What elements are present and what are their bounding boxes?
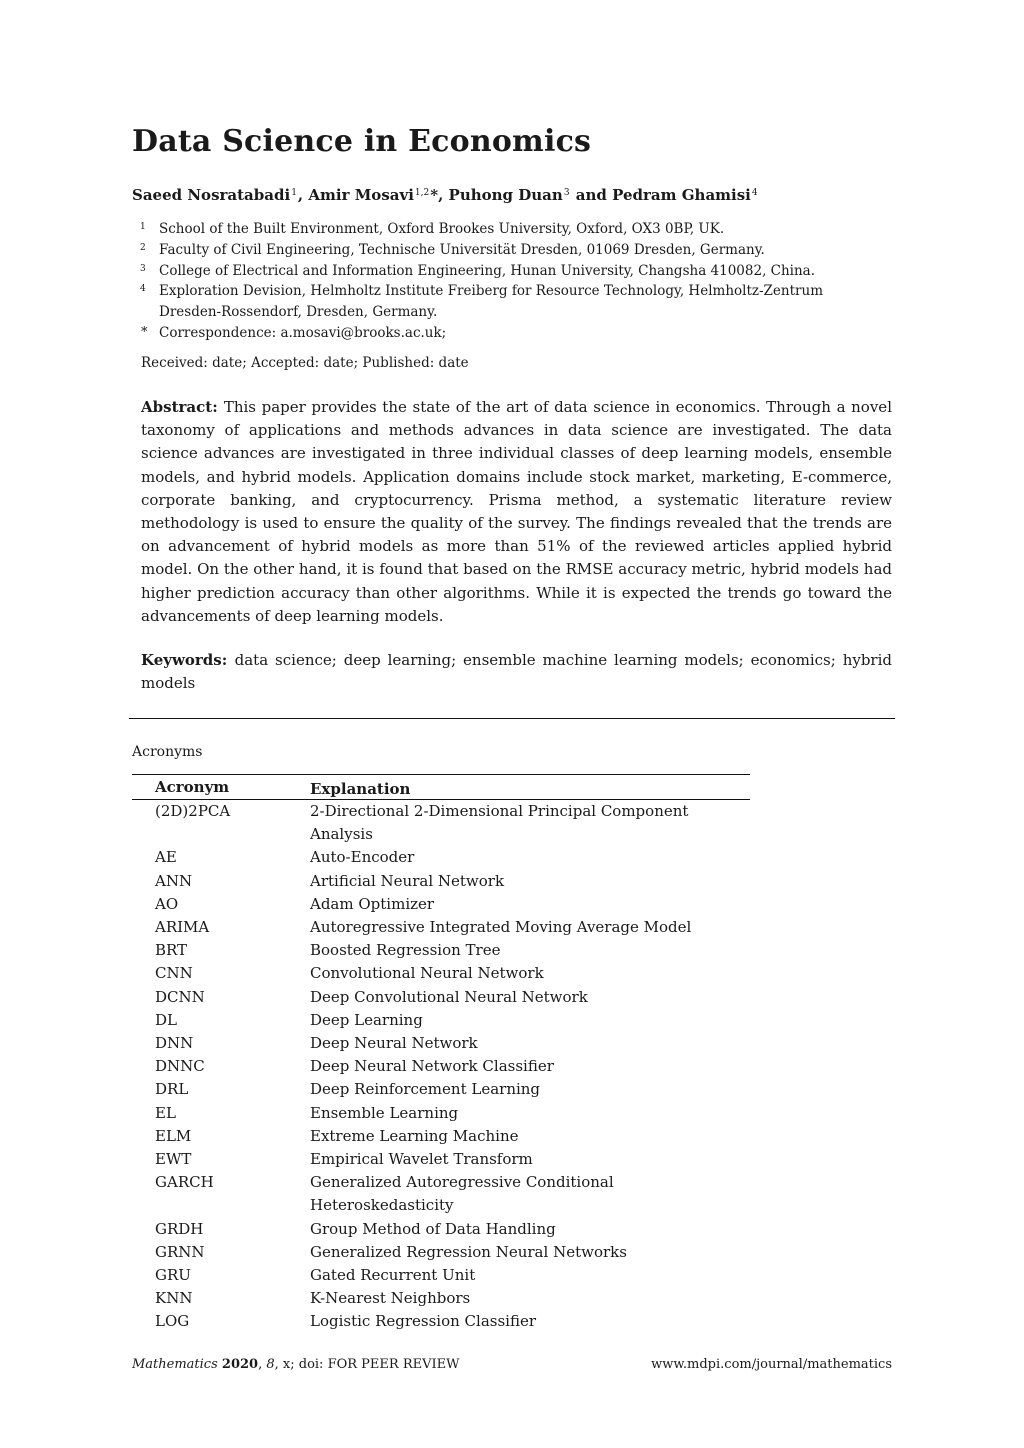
affiliation-mark: 2 [140,242,146,253]
author-name: Amir Mosavi [308,186,414,204]
author-separator: , [438,186,449,204]
explanation-cell: 2-Directional 2-Dimensional Principal Component Analysis [310,802,689,844]
table-row [132,962,750,985]
affiliation-item [132,219,852,240]
keywords-label: Keywords [141,651,222,669]
acronym-cell: GRDH [155,1219,204,1238]
acronym-cell: AO [155,894,179,913]
table-row [132,986,750,1009]
explanation-cell: Boosted Regression Tree [310,941,501,960]
explanation-cell: Extreme Learning Machine [310,1126,519,1145]
table-row [132,1102,750,1125]
acronym-cell: DNN [155,1034,194,1053]
acronym-cell: CNN [155,964,193,983]
affiliation-item [132,261,852,282]
abstract-label: Abstract [141,398,213,416]
acronym-cell: AE [155,848,177,867]
author-affiliation-mark: 1 [291,188,297,198]
affiliation-text[interactable]: Correspondence: a.mosavi@brooks.ac.uk; [159,324,447,341]
acronym-cell: ELM [155,1126,192,1145]
keywords-text: data science; deep learning; ensemble machine learning models; economics; hybrid models [141,651,892,693]
explanation-cell: Gated Recurrent Unit [310,1266,476,1285]
table-row [132,1009,750,1032]
affiliation-text: School of the Built Environment, Oxford Brookes University, Oxford, OX3 0BP, UK. [159,221,725,237]
explanation-cell: Group Method of Data Handling [310,1219,556,1238]
abstract: Abstract: This paper provides the state of the art of data science in economics. Through a novel taxonomy of applications and methods advances in data science are investigated. The data science advances are investigated in three individual classes of deep learning models, ensemble models, and hybrid models. Application domains include stock market, marketing, E-commerce, corporate banking, and cryptocurrency. Prisma method, a systematic literature review methodology is used to ensure the quality of the survey. The findings revealed that the trends are on advancement of hybrid models as more than 51% of the reviewed articles applied hybrid model. On the other hand, it is found that based on the RMSE accuracy metric, hybrid models had higher prediction accuracy than other algorithms. While it is expected the trends go toward the advancements of deep learning models. [141,398,892,625]
acronym-cell: ARIMA [155,918,210,937]
table-row [132,1032,750,1055]
column-header-explanation: Explanation [310,775,750,800]
acronym-cell: LOG [155,1312,190,1331]
footer-year: 2020 [221,1357,259,1372]
abstract-text: This paper provides the state of the art of data science in economics. Through a novel taxonomy of applications and methods advances in data science are investigated. The data science advances are investigated in three individual classes of deep learning models, ensemble models, and hybrid models. Application domains include stock market, marketing, E-commerce, corporate banking, and cryptocurrency. Prisma method, a systematic literature review methodology is used to ensure the quality of the survey. The findings revealed that the trends are on advancement of hybrid models as more than 51% of the reviewed articles applied hybrid model. On the other hand, it is found that based on the RMSE accuracy metric, hybrid models had higher prediction accuracy than other algorithms. While it is expected the trends go toward the advancements of deep learning models. [141,398,892,625]
affiliation-item [132,240,852,261]
footer-doi: , x; doi: FOR PEER REVIEW [274,1357,460,1372]
author-name: Pedram Ghamisi [612,186,751,204]
explanation-cell: Deep Convolutional Neural Network [310,987,588,1006]
keywords: Keywords: data science; deep learning; ensemble machine learning models; economics; hybrid models [141,651,892,693]
acronym-cell: EWT [155,1150,192,1169]
acronym-cell: EL [155,1103,176,1122]
corresponding-author-mark: * [430,186,439,204]
acronym-cell: DL [155,1010,177,1029]
affiliation-mark: 4 [140,284,146,295]
affiliation-item [132,323,852,344]
affiliation-mark: 1 [140,222,146,232]
affiliation-text: Faculty of Civil Engineering, Technische Universität Dresden, 01069 Dresden, Germany. [159,241,765,258]
explanation-cell: Autoregressive Integrated Moving Average Model [310,918,692,937]
table-row [132,939,750,962]
affiliation-list [132,219,852,344]
table-row [132,870,750,893]
paper-title: Data Science in Economics [132,124,592,159]
acronym-cell: GARCH [155,1173,214,1192]
footer-citation: Mathematics 2020, 8, x; doi: FOR PEER REVIEW [132,1357,460,1372]
acronym-cell: BRT [155,941,188,960]
acronym-cell: DCNN [155,987,205,1006]
table-row [132,916,750,939]
acronyms-table-body [132,800,750,1334]
author-affiliation-mark: 1,2 [414,188,430,198]
table-row [132,1310,750,1333]
author-list [132,186,759,204]
explanation-cell: Generalized Regression Neural Networks [310,1242,627,1261]
acronym-cell: GRNN [155,1242,205,1261]
table-row [132,846,750,869]
affiliation-mark: * [141,324,148,340]
table-row [132,1125,750,1148]
author-separator: and [570,186,613,204]
table-header-row [132,775,750,800]
acronym-cell: GRU [155,1266,191,1285]
acronyms-caption: Acronyms [132,744,203,760]
affiliation-text: College of Electrical and Information Engineering, Hunan University, Changsha 410082, China. [159,262,816,279]
table-row [132,1218,750,1241]
explanation-cell: Logistic Regression Classifier [310,1312,537,1331]
acronym-cell: DRL [155,1080,189,1099]
table-row [132,1241,750,1264]
footer-journal: Mathematics [132,1357,218,1372]
explanation-cell: K-Nearest Neighbors [310,1289,471,1308]
footer-volume: 8 [266,1357,275,1372]
explanation-cell: Deep Learning [310,1010,423,1029]
explanation-cell: Adam Optimizer [310,894,435,913]
explanation-cell: Convolutional Neural Network [310,964,544,983]
author-affiliation-mark: 3 [563,188,570,198]
affiliation-mark: 3 [140,263,146,274]
explanation-cell: Deep Neural Network [310,1034,478,1053]
acronym-cell: ANN [155,871,193,890]
author-separator: , [297,186,309,204]
table-row [132,893,750,916]
acronym-cell: (2D)2PCA [155,802,231,820]
section-divider [129,718,895,719]
table-row [132,800,750,847]
publication-dates: Received: date; Accepted: date; Published: date [141,355,469,371]
explanation-cell: Deep Neural Network Classifier [310,1057,554,1076]
explanation-cell: Deep Reinforcement Learning [310,1080,541,1099]
table-row [132,1078,750,1101]
column-header-acronym: Acronym [132,775,310,800]
acronym-cell: DNNC [155,1057,205,1076]
table-row [132,1148,750,1171]
author-name: Puhong Duan [448,186,563,204]
table-row [132,1055,750,1078]
table-row [132,1287,750,1310]
author-affiliation-mark: 4 [751,188,758,198]
table-row [132,1171,750,1217]
table-row [132,1264,750,1287]
footer-url[interactable]: www.mdpi.com/journal/mathematics [651,1357,892,1372]
explanation-cell: Artificial Neural Network [310,871,505,890]
acronym-cell: KNN [155,1289,193,1308]
explanation-cell: Auto-Encoder [310,848,415,867]
affiliation-text: Exploration Devision, Helmholtz Institute Freiberg for Resource Technology, Helmholtz-Zentrum Dresden-Rossendorf, Dresden, Germany. [159,283,823,321]
author-name: Saeed Nosratabadi [132,186,291,204]
explanation-cell: Generalized Autoregressive Conditional Heteroskedasticity [310,1173,614,1215]
explanation-cell: Empirical Wavelet Transform [310,1150,533,1169]
affiliation-item [132,281,852,323]
explanation-cell: Ensemble Learning [310,1103,459,1122]
acronyms-table [132,774,750,1334]
